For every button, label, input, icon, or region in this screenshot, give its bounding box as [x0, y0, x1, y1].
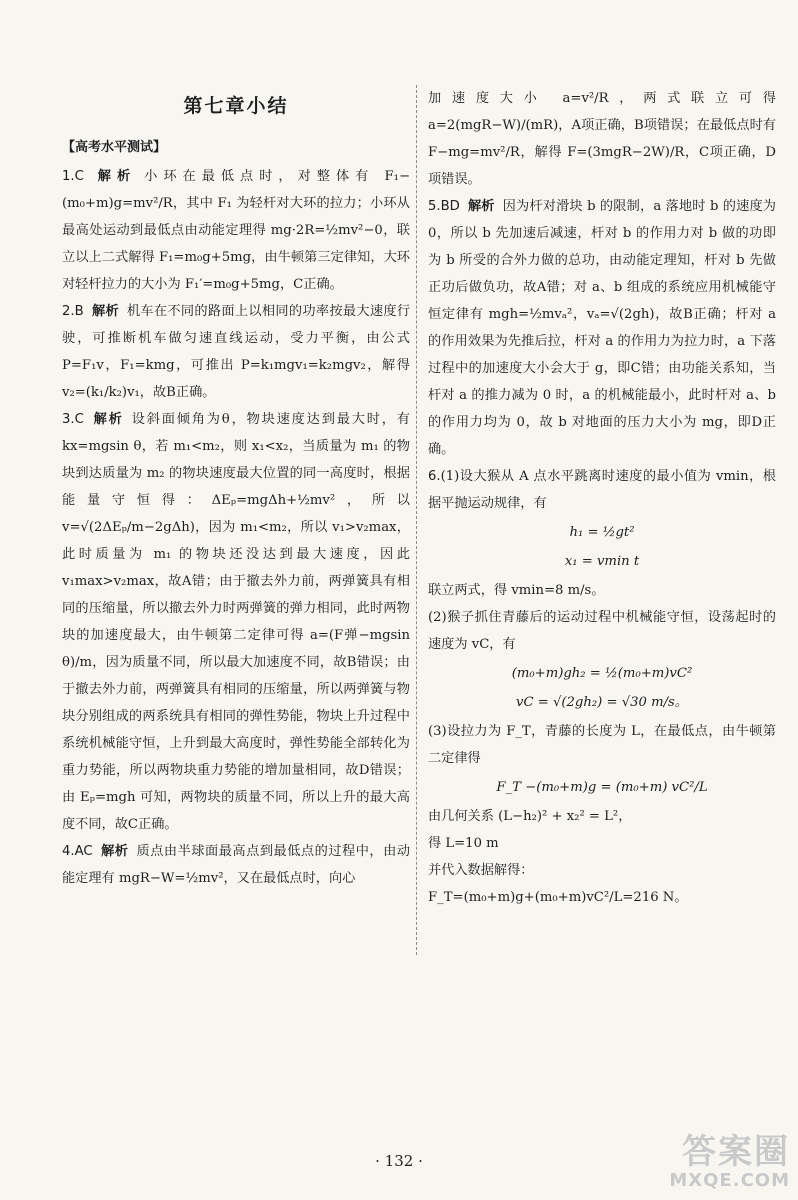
answer-6-substitute: 并代入数据解得： — [428, 863, 534, 878]
formula-speed-result: vC = √(2gh₂) = √30 m/s。 — [516, 695, 688, 710]
answer-3-keyword: 解析 — [91, 412, 124, 427]
answer-5 — [428, 193, 776, 463]
answer-6-geometry: 由几何关系 (L−h₂)² + x₂² = L²， — [428, 809, 632, 824]
watermark-logo — [650, 1134, 790, 1194]
answer-6-part-3: (3)设拉力为 F_T，青藤的长度为 L，在最低点，由牛顿第二定律得 — [428, 724, 776, 766]
answer-4-text: 质点由半球面最高点到最低点的过程中，由动能定理有 mgR−W=½mv²，又在最低点时，向心 — [62, 844, 411, 886]
formula-vertical-drop: h₁ = ½gt² — [569, 525, 635, 540]
answer-2-text: 机车在不同的路面上以相同的功率按最大速度行驶，可推断机车做匀速直线运动，受力平衡，由公式 P=F₁v，F₁=kmg，可推出 P=k₁mgv₁=k₂mgv₂，解得 v₂=(k₁/k₂)v₁，故B正确。 — [62, 304, 411, 400]
answer-4-number: 4.AC — [62, 844, 93, 859]
formula-horizontal-distance: x₁ = vmin t — [564, 554, 640, 569]
answer-3 — [62, 406, 410, 838]
formula-energy-conservation: (m₀+m)gh₂ = ½(m₀+m)vC² — [511, 666, 693, 681]
answer-4-continued: 加速度大小 a=v²/R，两式联立可得 a=2(mgR−W)/(mR)，A项正确，B项错误；在最低点时有 F−mg=mv²/R，解得 F=(3mgR−2W)/R，C项正确，D项错误。 — [428, 91, 776, 187]
answer-2-keyword: 解析 — [91, 304, 119, 319]
watermark-text-en: MXQE.COM — [669, 1170, 790, 1192]
answer-1 — [62, 163, 410, 298]
answer-1-text: 小环在最低点时，对整体有 F₁−(m₀+m)g=mv²/R，其中 F₁ 为轻杆对大环的拉力；小环从最高处运动到最低点由动能定理得 mg·2R=½mv²−0，联立以上二式解得 F₁=m₀g+5mg，由牛顿第三定律知，大环对轻杆拉力的大小为 F₁′=m₀g+5mg，C正确。 — [62, 169, 410, 292]
watermark-text-cn: 答案圈 — [682, 1132, 790, 1172]
section-label: 【高考水平测试】 — [62, 140, 167, 155]
left-column — [62, 85, 410, 892]
answer-6-length: 得 L=10 m — [428, 836, 499, 851]
answer-1-number: 1.C — [62, 169, 84, 184]
answer-1-keyword: 解析 — [91, 169, 137, 184]
answer-5-keyword: 解析 — [467, 199, 495, 214]
answer-6 — [428, 463, 776, 517]
answer-4 — [62, 838, 410, 892]
answer-5-text: 因为杆对滑块 b 的限制，a 落地时 b 的速度为 0，所以 b 先加速后减速，杆对 b 的作用力对 b 做的功即为 b 所受的合外力做的总功，由动能定理知，杆对 b 先做正功后做负功，故A错；对 a、b 组成的系统应用机械能守恒定律有 mgh=½mvₐ²，vₐ=√(2gh)，故B正确；杆对 a 的作用效果为先推后拉，杆对 a 的作用力为拉力时，a 下落过程中的加速度大小会大于 g，即C错；由功能关系知，当杆对 a 的推力减为 0 时，a 的机械能最小，此时杆对 a、b 的作用力均为 0，故 b 对地面的压力大小为 mg，即D正确。 — [428, 199, 776, 457]
right-column — [428, 85, 776, 911]
answer-2-number: 2.B — [62, 304, 84, 319]
answer-2 — [62, 298, 410, 406]
answer-6-number: 6. — [428, 469, 441, 484]
answer-3-number: 3.C — [62, 412, 84, 427]
chapter-title: 第七章小结 — [183, 95, 289, 117]
page-number: · 132 · — [375, 1152, 423, 1170]
answer-6-text: (1)设大猴从 A 点水平跳离时速度的最小值为 vmin，根据平抛运动规律，有 — [428, 469, 776, 511]
answer-6-result-1: 联立两式，得 vmin=8 m/s。 — [428, 583, 605, 598]
column-divider — [416, 85, 417, 955]
answer-6-final: F_T=(m₀+m)g+(m₀+m)vC²/L=216 N。 — [428, 890, 688, 905]
answer-4-keyword: 解析 — [100, 844, 129, 859]
answer-6-part-2: (2)猴子抓住青藤后的运动过程中机械能守恒，设荡起时的速度为 vC，有 — [428, 610, 776, 652]
formula-newton-second-law: F_T −(m₀+m)g = (m₀+m) vC²/L — [496, 780, 708, 795]
answer-5-number: 5.BD — [428, 199, 460, 214]
answer-3-text: 设斜面倾角为θ，物块速度达到最大时，有 kx=mgsin θ，若 m₁<m₂，则 x₁<x₂，当质量为 m₁ 的物块到达质量为 m₂ 的物块速度最大位置的同一高度时，根据能量守恒得：ΔEₚ=mgΔh+½mv²，所以 v=√(2ΔEₚ/m−2gΔh)，因为 m₁<m₂，所以 v₁>v₂max，此时质量为 m₁ 的物块还没达到最大速度，因此 v₁max>v₂max，故A错；由于撤去外力前，两弹簧具有相同的压缩量，所以撤去外力时两弹簧的弹力相同，此时两物块的加速度最大，由牛顿第二定律可得 a=(F弹−mgsin θ)/m，因为质量不同，所以最大加速度不同，故B错误；由于撤去外力前，两弹簧具有相同的压缩量，所以两弹簧与物块分别组成的两系统具有相同的弹性势能，物块上升过程中系统机械能守恒，上升到最大高度时，弹性势能全部转化为重力势能，所以两物块重力势能的增加量相同，故D错误；由 Eₚ=mgh 可知，两物块的质量不同，所以上升的最大高度不同，故C正确。 — [62, 412, 410, 832]
